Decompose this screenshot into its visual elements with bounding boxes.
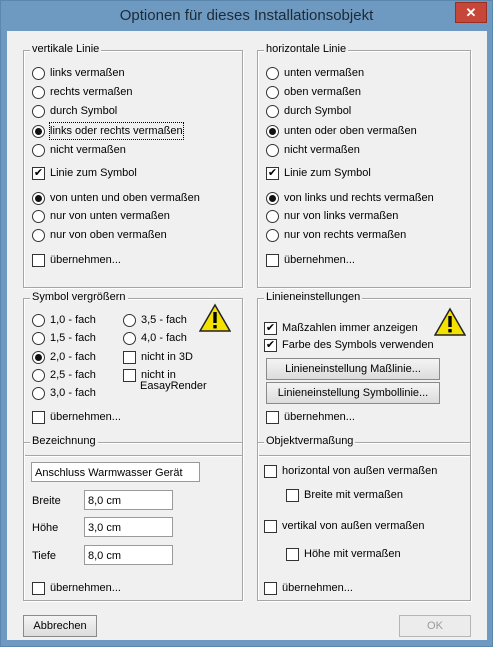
radio-v-left-or-right[interactable]	[32, 123, 183, 139]
check-icon[interactable]: ✔	[265, 338, 276, 351]
radio-button-selected[interactable]	[32, 125, 45, 138]
checkbox-vertical-outside[interactable]	[264, 518, 424, 534]
radio-scale-3-5[interactable]	[123, 312, 187, 328]
checkbox-box[interactable]	[32, 254, 45, 267]
checkbox-show-dims[interactable]	[264, 320, 418, 336]
radio-scale-4-0[interactable]	[123, 330, 187, 346]
radio-v-left[interactable]	[32, 65, 125, 81]
checkbox-label: nicht in	[141, 369, 176, 381]
height-input[interactable]: 3,0 cm	[84, 517, 173, 537]
checkbox-label: Linie zum Symbol	[284, 167, 371, 179]
group-title: Linieneinstellungen	[266, 291, 361, 303]
radio-button[interactable]	[266, 210, 279, 223]
radio-label: 2,5 - fach	[50, 369, 96, 381]
radio-h-top[interactable]	[266, 84, 361, 100]
group-title: Symbol vergrößern	[32, 291, 126, 303]
checkbox-label: Farbe des Symbols verwenden	[282, 339, 434, 351]
group-title: Bezeichnung	[32, 435, 96, 447]
group-object-dimensioning	[257, 435, 471, 601]
check-icon[interactable]: ✔	[33, 166, 44, 179]
group-label	[23, 435, 243, 601]
radio-h-bottom[interactable]	[266, 65, 364, 81]
radio-label: unten oder oben vermaßen	[284, 125, 417, 137]
checkbox-symbol-apply[interactable]	[32, 409, 121, 425]
radio-v-through[interactable]	[32, 103, 117, 119]
group-vertical-line	[23, 43, 243, 288]
radio-h-through[interactable]	[266, 103, 351, 119]
width-input[interactable]: 8,0 cm	[84, 490, 173, 510]
radio-button[interactable]	[266, 67, 279, 80]
radio-label: nur von unten vermaßen	[50, 210, 170, 222]
checkbox-label-apply[interactable]	[32, 580, 121, 596]
checkbox-h-apply[interactable]	[266, 252, 355, 268]
radio-h-mode-right[interactable]	[266, 227, 406, 243]
check-icon[interactable]: ✔	[267, 166, 278, 179]
ok-button[interactable]: OK	[399, 615, 471, 637]
radio-h-mode-both[interactable]	[266, 190, 434, 206]
radio-button[interactable]	[32, 86, 45, 99]
radio-label: 4,0 - fach	[141, 332, 187, 344]
cancel-button[interactable]: Abbrechen	[23, 615, 97, 637]
warning-triangle-icon	[434, 307, 466, 337]
checkbox-label: Breite mit vermaßen	[304, 489, 404, 501]
radio-label: 1,0 - fach	[50, 314, 96, 326]
checkbox-label: Linie zum Symbol	[50, 167, 137, 179]
radio-button[interactable]	[123, 314, 136, 327]
radio-v-none[interactable]	[32, 142, 126, 158]
checkbox-label-line2: EasayRender	[140, 380, 207, 392]
radio-label: 3,5 - fach	[141, 314, 187, 326]
radio-scale-1-5[interactable]	[32, 330, 96, 346]
checkbox-symbol-color[interactable]	[264, 337, 434, 353]
checkbox-label: vertikal von außen vermaßen	[282, 520, 425, 532]
close-button[interactable]: ✕	[455, 2, 487, 23]
radio-label: 2,0 - fach	[50, 351, 96, 363]
group-line-settings	[257, 291, 471, 456]
radio-label: von links und rechts vermaßen	[284, 192, 434, 204]
checkbox-label: übernehmen...	[50, 254, 121, 266]
radio-label: nicht vermaßen	[50, 144, 126, 156]
checkbox-label: übernehmen...	[284, 411, 355, 423]
checkbox-line-apply[interactable]	[266, 409, 355, 425]
radio-scale-3-0[interactable]	[32, 385, 96, 401]
radio-button-selected[interactable]	[266, 192, 279, 205]
checkbox-v-apply[interactable]	[32, 252, 121, 268]
radio-v-mode-bottom[interactable]	[32, 208, 170, 224]
radio-button[interactable]	[32, 144, 45, 157]
radio-button[interactable]	[32, 387, 45, 400]
radio-label: nicht vermaßen	[284, 144, 360, 156]
name-input[interactable]: Anschluss Warmwasser Gerät	[31, 462, 200, 482]
radio-button[interactable]	[32, 229, 45, 242]
group-title: Objektvermaßung	[266, 435, 354, 447]
checkbox-not-in-3d[interactable]	[123, 349, 193, 365]
radio-label: oben vermaßen	[284, 86, 362, 98]
radio-button[interactable]	[32, 332, 45, 345]
checkbox-horizontal-outside[interactable]	[264, 463, 437, 479]
radio-label: links oder rechts vermaßen	[50, 125, 183, 137]
checkbox-label: übernehmen...	[50, 582, 121, 594]
checkbox-box[interactable]	[264, 465, 277, 478]
radio-button[interactable]	[32, 369, 45, 382]
symbol-line-settings-button[interactable]: Linieneinstellung Symbollinie...	[266, 382, 440, 404]
group-symbol-enlarge	[23, 291, 243, 456]
radio-label: nur von rechts vermaßen	[284, 229, 407, 241]
radio-v-mode-both[interactable]	[32, 190, 200, 206]
checkbox-box[interactable]	[32, 411, 45, 424]
dimension-line-settings-button[interactable]: Linieneinstellung Maßlinie...	[266, 358, 440, 380]
checkbox-height-with[interactable]	[286, 546, 401, 562]
radio-v-mode-top[interactable]	[32, 227, 167, 243]
radio-h-bottom-or-top[interactable]	[266, 123, 417, 139]
checkbox-box[interactable]	[266, 254, 279, 267]
radio-button[interactable]	[266, 86, 279, 99]
checkbox-label: übernehmen...	[282, 582, 353, 594]
checkbox-label: Höhe mit vermaßen	[304, 548, 401, 560]
checkbox-box[interactable]	[264, 582, 277, 595]
title-bar[interactable]	[1, 1, 492, 31]
height-label: Höhe	[32, 522, 59, 534]
radio-button[interactable]	[32, 314, 45, 327]
radio-button[interactable]	[266, 105, 279, 118]
checkbox-box[interactable]	[266, 411, 279, 424]
radio-button-selected[interactable]	[266, 125, 279, 138]
radio-label: von unten und oben vermaßen	[50, 192, 200, 204]
radio-button-selected[interactable]	[32, 351, 45, 364]
radio-scale-2-5[interactable]	[32, 367, 96, 383]
checkbox-h-line-to-symbol[interactable]	[266, 165, 371, 181]
radio-label: rechts vermaßen	[50, 86, 133, 98]
radio-button-selected[interactable]	[32, 192, 45, 205]
checkbox-label: horizontal von außen vermaßen	[282, 465, 438, 477]
checkbox-label: übernehmen...	[50, 411, 121, 423]
radio-h-mode-left[interactable]	[266, 208, 398, 224]
checkbox-box[interactable]	[264, 520, 277, 533]
radio-button[interactable]	[32, 67, 45, 80]
checkbox-object-apply[interactable]	[264, 580, 353, 596]
radio-label: 3,0 - fach	[50, 387, 96, 399]
radio-button[interactable]	[266, 229, 279, 242]
radio-button[interactable]	[123, 332, 136, 345]
check-icon[interactable]: ✔	[265, 321, 276, 334]
checkbox-width-with[interactable]	[286, 487, 403, 503]
group-title: horizontale Linie	[266, 43, 347, 55]
radio-button[interactable]	[32, 105, 45, 118]
radio-label: durch Symbol	[284, 105, 352, 117]
radio-label: 1,5 - fach	[50, 332, 96, 344]
radio-v-right[interactable]	[32, 84, 133, 100]
group-title: vertikale Linie	[32, 43, 100, 55]
depth-label: Tiefe	[32, 550, 57, 562]
radio-label: unten vermaßen	[284, 67, 365, 79]
checkbox-label: übernehmen...	[284, 254, 355, 266]
radio-label: durch Symbol	[50, 105, 118, 117]
checkbox-box[interactable]	[123, 351, 136, 364]
radio-label: nur von oben vermaßen	[50, 229, 167, 241]
width-label: Breite	[32, 495, 61, 507]
radio-scale-2-0[interactable]	[32, 349, 96, 365]
checkbox-box[interactable]	[123, 369, 136, 382]
radio-h-none[interactable]	[266, 142, 360, 158]
radio-label: nur von links vermaßen	[284, 210, 399, 222]
checkbox-box[interactable]	[286, 489, 299, 502]
radio-button[interactable]	[32, 210, 45, 223]
radio-scale-1-0[interactable]	[32, 312, 96, 328]
checkbox-label: nicht in 3D	[141, 351, 193, 363]
depth-input[interactable]: 8,0 cm	[84, 545, 173, 565]
checkbox-box[interactable]	[32, 582, 45, 595]
checkbox-box[interactable]	[286, 548, 299, 561]
dialog-title: Optionen für dieses Installationsobjekt	[119, 7, 374, 24]
radio-label: links vermaßen	[50, 67, 125, 79]
checkbox-label: Maßzahlen immer anzeigen	[282, 322, 418, 334]
group-horizontal-line	[257, 43, 471, 288]
radio-button[interactable]	[266, 144, 279, 157]
checkbox-v-line-to-symbol[interactable]	[32, 165, 137, 181]
dialog-client	[7, 31, 487, 640]
warning-triangle-icon	[199, 303, 231, 333]
